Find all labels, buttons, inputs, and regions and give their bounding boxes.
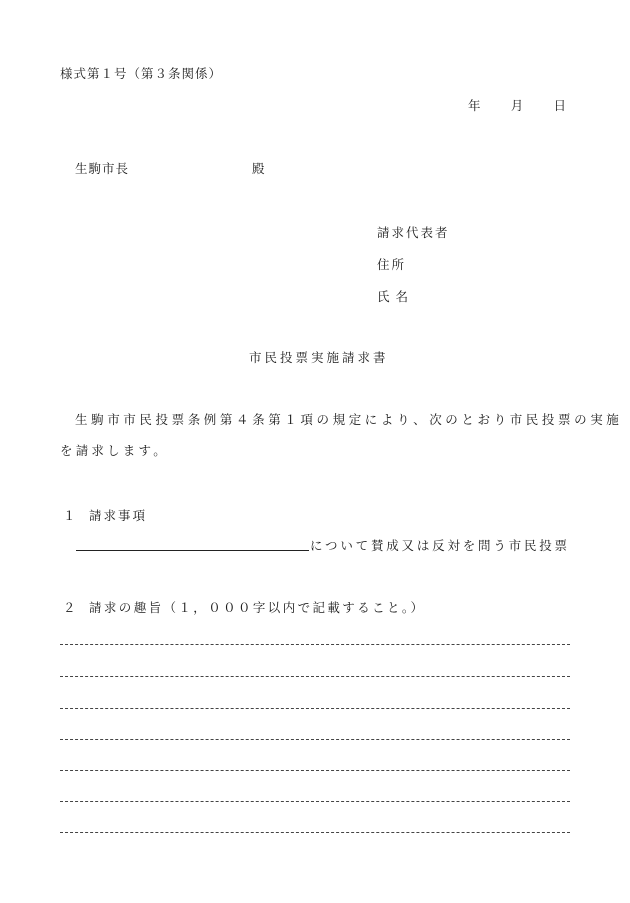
section-1-number: １ [63,508,78,523]
purpose-writing-line[interactable] [60,708,570,709]
purpose-writing-line[interactable] [60,832,570,833]
addressee: 生駒市長 [75,161,130,176]
address-label: 住所 [377,257,407,272]
body-text-line-2: を請求します。 [60,443,169,458]
representative-label: 請求代表者 [377,225,450,240]
purpose-writing-line[interactable] [60,676,570,677]
request-question-text: について賛成又は反対を問う市民投票 [310,538,570,553]
section-2-title: 請求の趣旨（１，０００字以内で記載すること。） [89,600,426,615]
section-2-number: ２ [63,600,78,615]
section-2-heading [63,600,425,616]
section-1-heading [63,508,147,524]
form-number: 様式第１号（第３条関係） [60,66,223,81]
date-day-label: 日 [553,98,568,113]
honorific: 殿 [252,161,267,176]
purpose-writing-line[interactable] [60,801,570,802]
section-1-title: 請求事項 [89,508,148,523]
body-text-line-1: 生駒市市民投票条例第４条第１項の規定により、次のとおり市民投票の実施 [75,412,623,427]
request-subject-blank-line[interactable] [76,550,309,551]
date-line [468,98,568,114]
purpose-writing-line[interactable] [60,644,570,645]
purpose-writing-line[interactable] [60,770,570,771]
name-label: 氏名 [377,289,415,304]
purpose-writing-line[interactable] [60,739,570,740]
date-year-label: 年 [468,98,483,113]
date-month-label: 月 [510,98,526,113]
document-title: 市民投票実施請求書 [249,350,389,365]
